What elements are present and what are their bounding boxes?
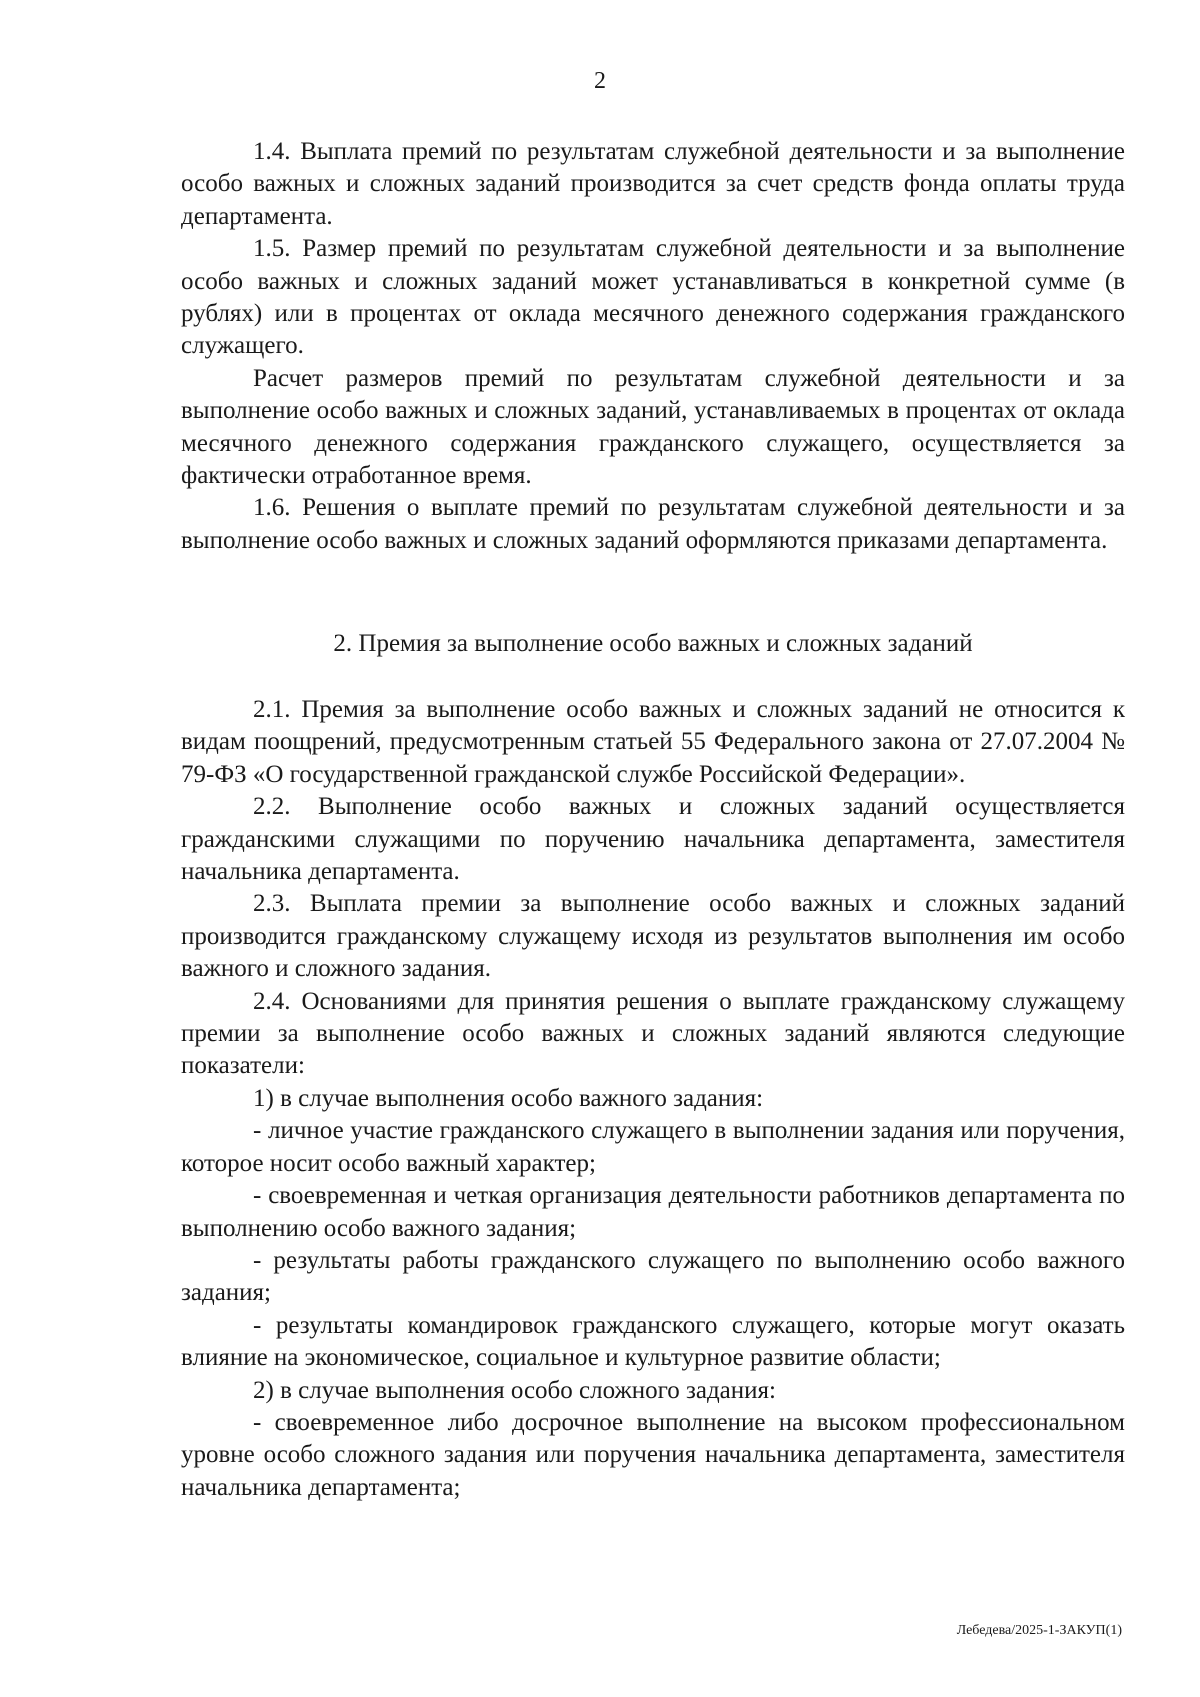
paragraph-calculation: Расчет размеров премий по результатам служебной деятельности и за выполнение особо важных и сложных заданий, устанавливаемых в процентах от оклада месячного денежного содержания гражданского служащего, осуществляется за фактически отработанное время. [181, 364, 1125, 490]
footer-document-code: Лебедева/2025-1-ЗАКУП(1) [956, 1623, 1122, 1638]
paragraph-1-5: 1.5. Размер премий по результатам служебной деятельности и за выполнение особо важных и сложных заданий может устанавливаться в конкретной сумме (в рублях) или в процентах от оклада месячного денежного содержания гражданского служащего. [181, 235, 1125, 360]
paragraph-2-1: 2.1. Премия за выполнение особо важных и сложных заданий не относится к видам поощрений, предусмотренным статьей 55 Федерального закона от 27.07.2004 № 79-ФЗ «О государственной гражданской службе Российской Федерации». [181, 696, 1125, 788]
list-item: - результаты командировок гражданского служащего, которые могут оказать влияние на экономическое, социальное и культурное развитие области; [181, 1311, 1125, 1372]
body-text-bottom [181, 694, 1125, 1504]
page-number: 2 [594, 68, 606, 94]
body-text-top [181, 136, 1125, 557]
list-heading-complex: 2) в случае выполнения особо сложного задания: [253, 1376, 776, 1404]
paragraph-1-4: 1.4. Выплата премий по результатам служебной деятельности и за выполнение особо важных и сложных заданий производится за счет средств фонда оплаты труда департамента. [181, 138, 1125, 230]
paragraph-2-3: 2.3. Выплата премии за выполнение особо важных и сложных заданий производится гражданскому служащему исходя из результатов выполнения им особо важного и сложного задания. [181, 890, 1125, 983]
list-item: - личное участие гражданского служащего в выполнении задания или поручения, которое носит особо важный характер; [181, 1117, 1125, 1177]
paragraph-2-2: 2.2. Выполнение особо важных и сложных заданий осуществляется гражданскими служащими по поручению начальника департамента, заместителя начальника департамента. [181, 793, 1125, 886]
list-item: - своевременная и четкая организация деятельности работников департамента по выполнению особо важного задания; [181, 1182, 1125, 1242]
list-item: - результаты работы гражданского служащего по выполнению особо важного задания; [181, 1246, 1125, 1307]
list-heading-important: 1) в случае выполнения особо важного задания: [253, 1084, 764, 1112]
section-heading: 2. Премия за выполнение особо важных и сложных заданий [333, 630, 973, 657]
paragraph-1-6: 1.6. Решения о выплате премий по результатам служебной деятельности и за выполнение особо важных и сложных заданий оформляются приказами департамента. [181, 494, 1125, 554]
list-item: - своевременное либо досрочное выполнение на высоком профессиональном уровне особо сложного задания или поручения начальника департамента, заместителя начальника департамента; [181, 1408, 1125, 1501]
paragraph-2-4: 2.4. Основаниями для принятия решения о выплате гражданскому служащему премии за выполнение особо важных и сложных заданий являются следующие показатели: [181, 987, 1125, 1080]
